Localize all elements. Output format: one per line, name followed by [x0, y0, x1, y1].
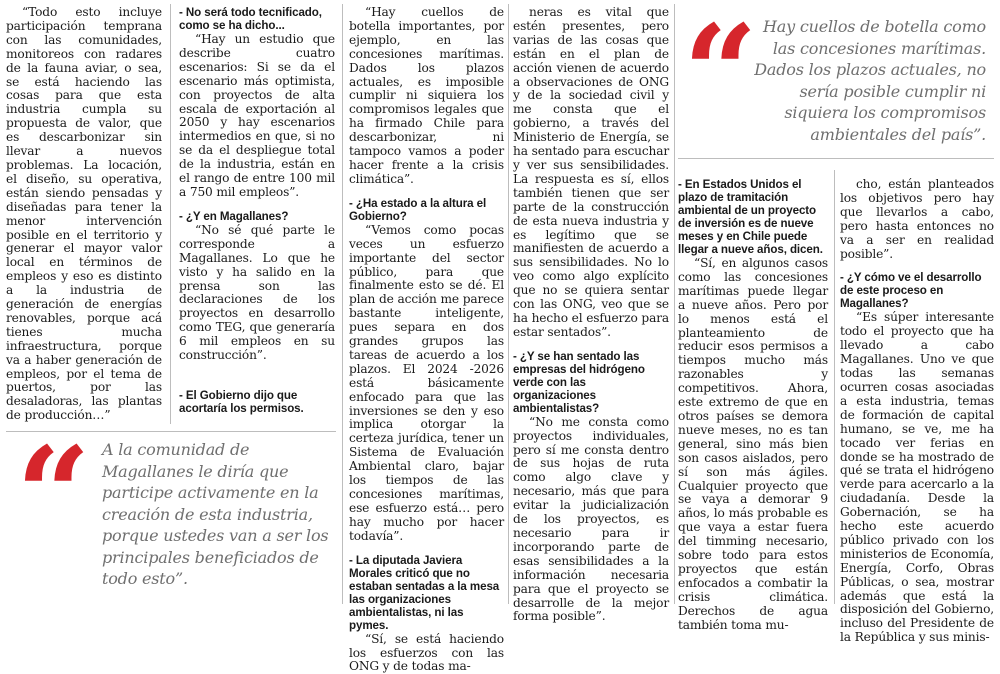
- question-heading: - ¿Y se han sentado las empresas del hidrógeno verde con las organizaciones ambientalistas?: [513, 349, 645, 415]
- pull-quote-right: Hay cuellos de botella como las concesiones marítimas. Dados los plazos actuales, no sería posible cumplir ni siquiera los compromisos ambientales del país”.: [754, 17, 986, 144]
- paragraph: “Todo esto incluye participación temprana con las comunidades, monitoreos con radares de la fauna aviar, o sea, se está haciendo las cosas para que esta industria cumpla su propuesta de valor, que es descarbonizar sin llevar a nuevos problemas. La locación, el diseño, su operativa, están siendo pensadas y diseñadas para tener la menor intervención posible en el territorio y generar el mayor valor local en términos de empleos y eso es distinto a la industria de generación de energías renovables, porque acá tienes mucha infraestructura, porque va a haber generación de empleos, por el tema de puertos, por las desaladoras, las plantas de producción…”: [6, 5, 162, 423]
- question-heading: - El Gobierno dijo que acortaría los permisos.: [179, 388, 304, 415]
- question-heading: - En Estados Unidos el plazo de tramitación ambiental de un proyecto de inversión es de nueve meses y en Chile puede llegar a nueve años, dicen.: [678, 178, 823, 256]
- column-6: [840, 178, 994, 645]
- column-2: [179, 6, 335, 416]
- column-1: [6, 6, 162, 423]
- paragraph: “Es súper interesante todo el proyecto que ha llevado a cabo Magallanes. Uno ve que todas las semanas ocurren cosas asociadas a esta industria, temas de formación de capital humano, se ve, me ha tocado ver ferias en donde se ha mostrado de qué se trata el hidrógeno verde para acercarlo a la ciudadanía. Desde la Gobernación, se ha hecho este acuerdo público privado con los ministerios de Economía, Energía, Corfo, Obras Públicas, o sea, mostrar además que está la disposición del Gobierno, incluso del Presidente de la República y sus minis-: [840, 310, 994, 645]
- divider: [834, 170, 835, 604]
- paragraph: “Vemos como pocas veces un esfuerzo importante del sector público, para que finalmente esto se dé. El plan de acción me parece bastante inteligente, pues separa en dos grandes grupos las tareas de acuerdo a los plazos. El 2024 -2026 está básicamente enfocado para que las inversiones se den y eso implica otorgar la certeza jurídica, tener un Sistema de Evaluación Ambiental claro, bajar los tiempos de las concesiones marítimas, ese esfuerzo está… pero hay mucho por hacer todavía”.: [349, 222, 504, 543]
- column-4: [513, 6, 669, 624]
- divider: [170, 4, 171, 424]
- paragraph: “Hay un estudio que describe cuatro escenarios: Si se da el escenario más optimista, con proyectos de alta escala de exportación al 2050 y hay escenarios intermedios en que, si no se da el despliegue total de la industria, están en el rango de entre 100 mil a 750 mil empleos”.: [179, 32, 335, 199]
- pull-quote-left: A la comunidad de Magallanes le diría que participe activamente en la creación de esta industria, porque ustedes van a ser los principales beneficiados de todo esto”.: [102, 440, 329, 588]
- quote-mark-icon: “: [16, 418, 91, 571]
- paragraph: “No sé qué parte le corresponde a Magallanes. Lo que he visto y ha salido en la prensa son las declaraciones de los proyectos en desarrollo como TEG, que generaría 6 mil empleos en su construcción”.: [179, 222, 335, 363]
- quote-mark-icon: “: [683, 0, 758, 149]
- paragraph: “No me consta como proyectos individuales, pero sí me consta dentro de sus hojas de ruta como algo clave y necesario, más que para evitar la judicialización de los proyectos, es necesario para ir incorporando parte de esas sensibilidades a la información necesaria para que el proyecto se desarrolle de la mejor forma posible”.: [513, 414, 669, 624]
- question-heading: - ¿Y en Magallanes?: [179, 209, 289, 223]
- divider: [678, 158, 994, 159]
- divider: [342, 4, 343, 604]
- paragraph: “Sí, se está haciendo los esfuerzos con las ONG y de todas ma-: [349, 631, 504, 674]
- question-heading: - ¿Y cómo ve el desarrollo de este proceso en Magallanes?: [840, 271, 982, 311]
- question-heading: - ¿Ha estado a la altura el Gobierno?: [349, 196, 487, 223]
- paragraph: “Sí, en algunos casos como las concesiones marítimas puede llegar a nueve años. Pero por lo menos está el planteamiento de reducir esos permisos a tiempos mucho más razonables y competitivos. Ahora, este extremo de que en otros países se demora nueve meses, no es tan general, sino más bien son casos aislados, pero sí son más ágiles. Cualquier proyecto que se vaya a demorar 9 años, lo más probable es que vaya a estar fuera del timming necesario, sobre todo para estos proyectos que están enfocados a combatir la crisis climática. Derechos de agua también toma mu-: [678, 256, 828, 632]
- paragraph: “Hay cuellos de botella importantes, por ejemplo, en las concesiones marítimas. Dados los plazos actuales, es imposible cumplir ni siquiera los compromisos legales que ha firmado Chile para descarbonizar, ni tampoco vamos a poder hacer frente a la crisis climática”.: [349, 5, 504, 186]
- question-heading: - La diputada Javiera Morales criticó que no estaban sentadas a la mesa las organizaciones ambientalistas, ni las pymes.: [349, 553, 500, 632]
- divider: [508, 4, 509, 604]
- column-5: [678, 178, 828, 632]
- paragraph: neras es vital que estén presentes, pero varias de las cosas que están en el plan de acción vienen de acuerdo a observaciones de ONG y de la sociedad civil y me consta que el gobierno, a través del Ministerio de Energía, se ha sentado para escuchar y ver sus sensibilidades. La respuesta es sí, ellos también tienen que ser parte de la construcción de esta nueva industria y es legítimo que se manifiesten de acuerdo a sus sensibilidades. No lo veo como algo explícito que no se quiera sentar con las ONG, veo que se ha hecho el esfuerzo para estar sentados”.: [513, 5, 669, 339]
- paragraph: cho, están planteados los objetivos pero hay que llevarlos a cabo, pero hasta entonces no va a ser en realidad posible”.: [840, 177, 994, 261]
- question-heading: - No será todo tecnificado, como se ha dicho...: [179, 6, 322, 32]
- divider: [674, 4, 675, 604]
- column-3: [349, 6, 504, 674]
